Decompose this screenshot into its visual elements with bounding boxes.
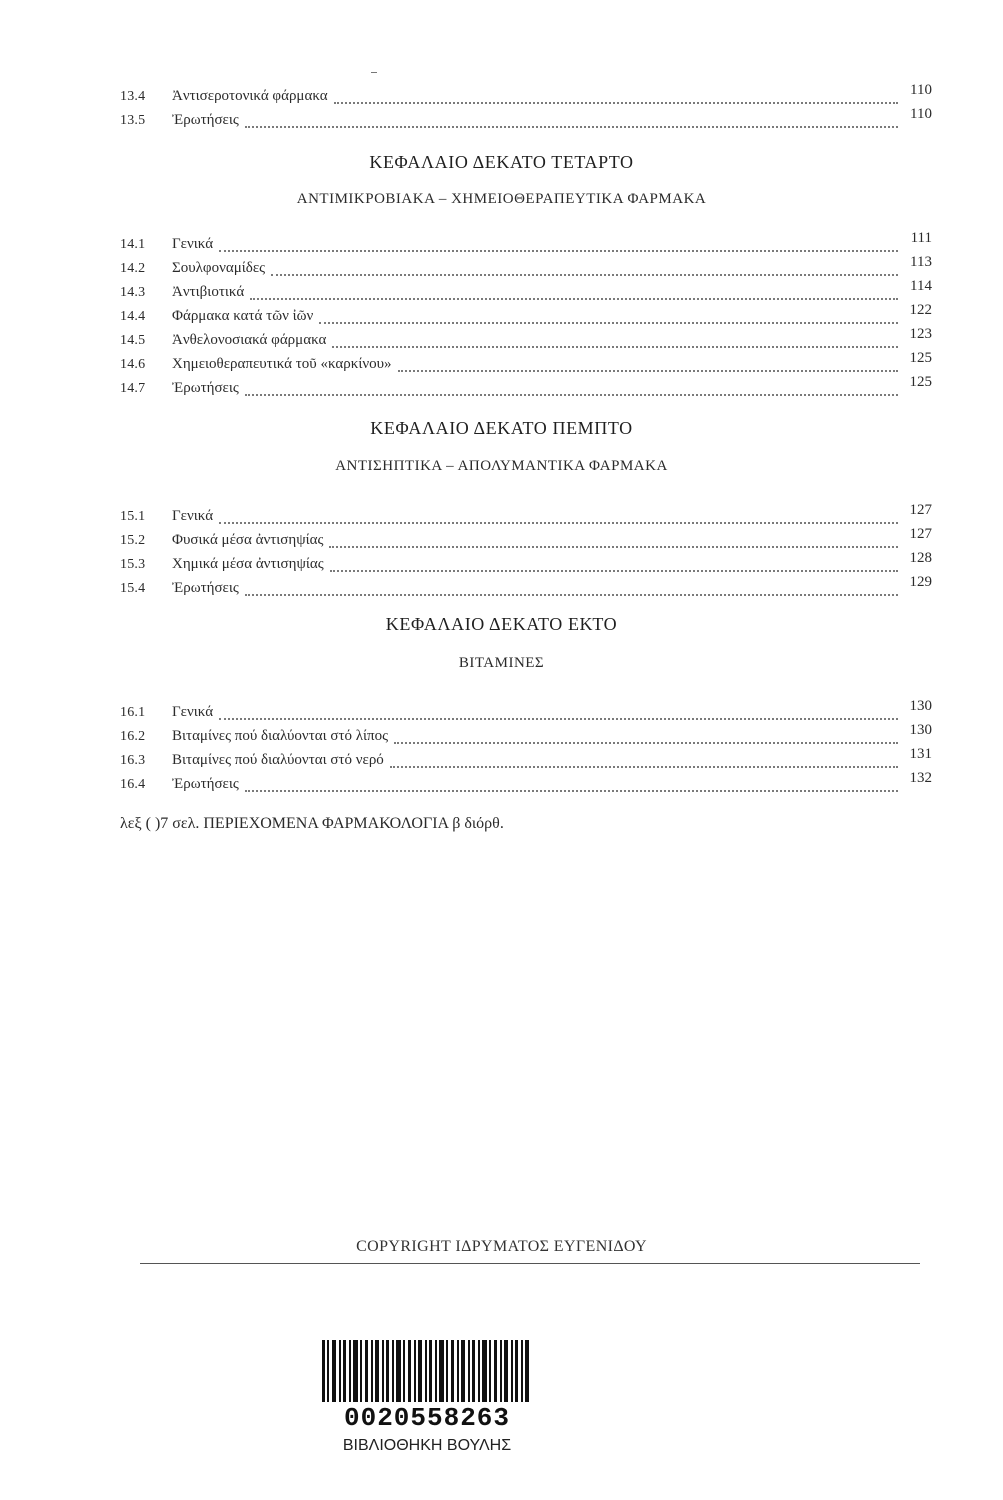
toc-entry-page: 113 <box>910 254 932 270</box>
chapter-15-subtitle: ΑΝΤΙΣΗΠΤΙΚΑ – ΑΠΟΛΥΜΑΝΤΙΚΑ ΦΑΡΜΑΚΑ <box>335 458 668 474</box>
toc-entry-page: 114 <box>910 278 932 294</box>
toc-entry-13-5 <box>120 106 932 132</box>
toc-entry-15-4 <box>120 574 932 600</box>
chapter-14-heading: ΚΕΦΑΛΑΙΟ ΔΕΚΑΤΟ ΤΕΤΑΡΤΟ <box>369 152 634 172</box>
toc-entry-number: 13.5 <box>120 113 146 128</box>
toc-entry-15-2 <box>120 526 932 552</box>
barcode-icon <box>312 1338 542 1402</box>
dot-leader <box>219 522 898 524</box>
footer-divider <box>140 1263 920 1264</box>
toc-entry-page: 132 <box>909 770 932 786</box>
toc-entry-13-4 <box>120 82 932 108</box>
toc-entry-title: Ἐρωτήσεις <box>172 112 239 128</box>
toc-entry-16-3 <box>120 746 932 772</box>
toc-entry-number: 13.4 <box>120 89 146 104</box>
toc-entry-title: Σουλφοναμίδες <box>172 260 266 276</box>
dot-leader <box>334 102 898 104</box>
dot-leader <box>245 594 898 596</box>
toc-entry-page: 129 <box>909 574 932 590</box>
copyright-notice: COPYRIGHT ΙΔΡΥΜΑΤΟΣ ΕΥΓΕΝΙΔΟΥ <box>356 1238 647 1255</box>
toc-entry-page: 125 <box>909 374 932 390</box>
toc-entry-number: 16.1 <box>120 705 146 720</box>
toc-entry-page: 111 <box>910 230 932 246</box>
toc-entry-number: 15.3 <box>120 557 146 572</box>
dot-leader <box>394 742 898 744</box>
toc-entry-title: Ἀντιβιοτικά <box>172 284 245 300</box>
toc-entry-15-3 <box>120 550 932 576</box>
toc-entry-page: 127 <box>909 526 932 542</box>
toc-entry-title: Βιταμίνες πού διαλύονται στό νερό <box>172 752 384 768</box>
toc-entry-title: Ἐρωτήσεις <box>172 580 239 596</box>
toc-entry-page: 128 <box>909 550 932 566</box>
toc-entry-number: 14.1 <box>120 237 146 252</box>
toc-entry-title: Χημειοθεραπευτικά τοῦ «καρκίνου» <box>172 356 392 372</box>
chapter-14-subtitle: ΑΝΤΙΜΙΚΡΟΒΙΑΚΑ – ΧΗΜΕΙΟΘΕΡΑΠΕΥΤΙΚΑ ΦΑΡΜΑΚΑ <box>296 191 707 207</box>
toc-entry-page: 131 <box>909 746 932 762</box>
toc-entry-page: 125 <box>909 350 932 366</box>
dot-leader <box>245 126 898 128</box>
toc-entry-16-4 <box>120 770 932 796</box>
toc-entry-number: 15.4 <box>120 581 146 596</box>
dot-leader <box>271 274 898 276</box>
toc-entry-number: 16.2 <box>120 729 146 744</box>
toc-entry-number: 15.2 <box>120 533 146 548</box>
toc-entry-page: 110 <box>910 82 932 98</box>
dot-leader <box>332 346 898 348</box>
toc-entry-14-7 <box>120 374 932 400</box>
toc-entry-title: Ἐρωτήσεις <box>172 380 239 396</box>
library-barcode-stamp <box>312 1338 542 1463</box>
toc-entry-14-3 <box>120 278 932 304</box>
toc-entry-title: Γενικά <box>172 236 214 252</box>
toc-entry-title: Φυσικά μέσα ἀντισηψίας <box>172 532 324 548</box>
dot-leader <box>390 766 898 768</box>
chapter-16-subtitle: ΒΙΤΑΜΙΝΕΣ <box>458 655 545 671</box>
toc-entry-14-6 <box>120 350 932 376</box>
toc-entry-page: 122 <box>909 302 932 318</box>
toc-entry-number: 15.1 <box>120 509 146 524</box>
dot-leader <box>319 322 898 324</box>
typesetter-note: λεξ ( )7 σελ. ΠΕΡΙΕΧΟΜΕΝΑ ΦΑΡΜΑΚΟΛΟΓΙΑ β διόρθ. <box>120 815 504 832</box>
dot-leader <box>329 546 898 548</box>
toc-entry-title: Ἐρωτήσεις <box>172 776 239 792</box>
toc-entry-number: 14.5 <box>120 333 146 348</box>
toc-entry-title: Γενικά <box>172 508 214 524</box>
toc-entry-number: 14.6 <box>120 357 146 372</box>
toc-entry-page: 110 <box>910 106 932 122</box>
dot-leader <box>330 570 898 572</box>
dot-leader <box>250 298 898 300</box>
toc-entry-number: 16.3 <box>120 753 146 768</box>
toc-entry-page: 127 <box>909 502 932 518</box>
chapter-16-heading: ΚΕΦΑΛΑΙΟ ΔΕΚΑΤΟ ΕΚΤΟ <box>385 614 618 634</box>
toc-entry-14-5 <box>120 326 932 352</box>
toc-entry-14-4 <box>120 302 932 328</box>
dot-leader <box>398 370 898 372</box>
toc-entry-number: 14.4 <box>120 309 146 324</box>
dot-leader <box>219 718 898 720</box>
toc-entry-page: 130 <box>909 722 932 738</box>
toc-entry-16-1 <box>120 698 932 724</box>
toc-entry-number: 16.4 <box>120 777 146 792</box>
dot-leader <box>219 250 898 252</box>
library-name: ΒΙΒΛΙΟΘΗΚΗ ΒΟΥΛΗΣ <box>342 1437 512 1454</box>
toc-entry-14-2 <box>120 254 932 280</box>
print-mark <box>371 72 377 73</box>
toc-entry-title: Φάρμακα κατά τῶν ἰῶν <box>172 308 314 324</box>
dot-leader <box>245 394 898 396</box>
toc-entry-page: 130 <box>909 698 932 714</box>
toc-entry-page: 123 <box>909 326 932 342</box>
barcode-number: 0020558263 <box>343 1403 511 1433</box>
toc-entry-15-1 <box>120 502 932 528</box>
toc-entry-title: Βιταμίνες πού διαλύονται στό λίπος <box>172 728 389 744</box>
toc-entry-title: Ἀντισεροτονικά φάρμακα <box>172 88 328 104</box>
dot-leader <box>245 790 898 792</box>
toc-entry-number: 14.2 <box>120 261 146 276</box>
toc-entry-title: Χημικά μέσα ἀντισηψίας <box>172 556 324 572</box>
toc-entry-title: Ἀνθελονοσιακά φάρμακα <box>172 332 327 348</box>
toc-entry-number: 14.3 <box>120 285 146 300</box>
toc-entry-14-1 <box>120 230 932 256</box>
toc-entry-16-2 <box>120 722 932 748</box>
chapter-15-heading: ΚΕΦΑΛΑΙΟ ΔΕΚΑΤΟ ΠΕΜΠΤΟ <box>370 418 633 438</box>
toc-entry-number: 14.7 <box>120 381 146 396</box>
toc-entry-title: Γενικά <box>172 704 214 720</box>
